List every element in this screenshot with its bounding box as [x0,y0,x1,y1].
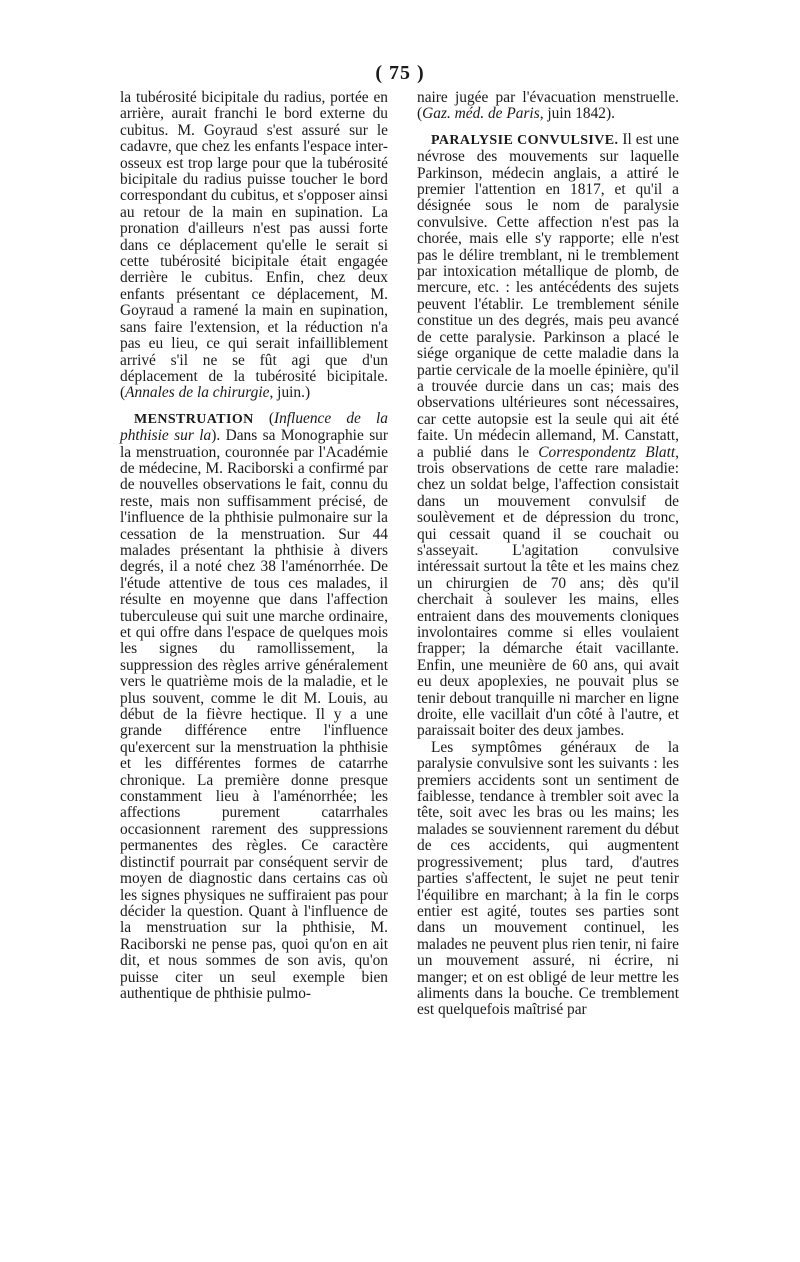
paragraph-text: naire jugée par l'évacuation menstruelle. ( [417,89,679,123]
paragraph-text: , juin.) [269,384,311,402]
paragraph-paralysie [417,132,679,740]
paragraph-text: , trois observations de cette rare maladie: chez un soldat belge, l'affection consistait dans un mouvement convulsif de soulèvement et de dépression du tronc, qui cessait quand il se couchait ou s'asseyait. L'agitation convulsive intéressait surtout la tête et les mains chez un chirurgien de 70 ans; dès qu'il cherchait à soulever les mains, elles entraient dans des mouvements cloniques involontaires comme si elles voulaient frapper; la démarche était vacillante. Enfin, une meunière de 60 ans, qui avait eu deux apoplexies, ne pouvait plus se tenir debout tranquille ni marcher en ligne droite, elle vacillait d'un côté à l'autre, et paraissait boiter des deux jambes. [417,443,679,740]
citation: Annales de la chirurgie [125,384,270,402]
paren: ). [211,427,221,445]
paragraph-menstruation [120,411,388,1003]
citation: Gaz. méd. de Paris [422,105,540,123]
paragraph-text: Dans sa Monographie sur la menstruation, couronnée par l'Académie de médecine, M. Raciborski a confirmé par de nouvelles observations le fait, connu du reste, mais non suffisamment précisé, de l'influence de la phthisie pulmonaire sur la cessation de la menstruation. Sur 44 malades présentant la phthisie à divers degrés, il a noté chez 38 l'aménorrhée. De l'étude attentive de tous ces malades, il résulte en moyenne que dans l'affection tuberculeuse qui suit une marche ordinaire, et qui offre dans l'espace de quelques mois les signes du ramollissement, la suppression des règles arrive généralement vers le quatrième mois de la maladie, et le plus souvent, comme le dit M. Louis, au début de la fièvre hectique. Il y a une grande différence entre l'influence qu'exercent sur la menstruation la phthisie et les différentes formes de catarrhe chronique. La première donne presque constamment lieu à l'aménorrhée; les affections purement catarrhales occasionnent rarement des suppressions permanentes des règles. Ce caractère distinctif pourrait par conséquent servir de moyen de diagnostic dans certains cas où les signes physiques ne suffiraient pas pour décider la question. Quant à l'influence de la menstruation sur la phthisie, M. Raciborski ne pense pas, quoi qu'on en ait dit, et nous sommes de son avis, qu'on puisse citer un seul exemple bien authentique de phthisie pulmo- [120,427,388,1002]
right-column [417,90,679,1019]
paragraph-text: la tubérosité bicipitale du radius, portée en arrière, aurait franchi le bord externe du cubitus. M. Goyraud s'est assuré sur le cadavre, que chez les enfants l'espace inter-osseux est trop large pour que la tubérosité bicipitale du radius puisse toucher le bord correspondant du cubitus, et s'opposer ainsi au retour de la main en supination. La pronation d'ailleurs n'est pas aussi forte dans ce déplacement qu'elle le serait si cette tubérosité bicipitale était engagée derrière le cubitus. Enfin, chez deux enfants présentant ce déplacement, M. Goyraud a ramené la main en supination, sans faire l'extension, et la réduction n'a pas eu lieu, ce qui serait infailliblement arrivé s'il ne se fût agi que d'un déplacement de la tubérosité bicipitale. ( [120,89,388,402]
paren: ( [253,409,274,427]
paragraph-symptomes: Les symptômes généraux de la paralysie convulsive sont les suivants : les premiers accidents sont un sentiment de faiblesse, tendance à trembler soit avec la tête, soit avec les bras ou les mains; les malades se souviennent rarement du début de ces accidents, qui augmentent progressivement; plus tard, d'autres parties s'affectent, le sujet ne peut tenir l'équilibre en marchant; à la fin le corps entier est agité, toutes ses parties sont dans un mouvement continuel, les malades ne peuvent plus rien tenir, ni faire un mouvement assuré, ni écrire, ni manger; et on est obligé de leur mettre les aliments dans la bouche. Ce tremblement est quelquefois maîtrisé par [417,738,679,1019]
section-heading: MENSTRUATION [134,411,254,427]
paragraph-goyraud [120,90,388,402]
section-subtitle: Influence de la phthisie sur la [120,409,388,445]
paragraph-text: , juin 1842). [539,105,615,123]
paragraph-continuation [417,90,679,123]
section-heading: PARALYSIE CONVULSIVE. [431,132,619,148]
page-number: ( 75 ) [375,62,425,84]
citation: Correspondentz Blatt [538,443,676,461]
left-column [120,90,388,1002]
paragraph-text: Il est une névrose des mouvements sur laquelle Parkinson, médecin anglais, a attiré le premier l'attention en 1817, et qu'il a désignée sous le nom de paralysie convulsive. Cette affection n'est pas la chorée, mais elle s'y rapporte; elle n'est pas le délire tremblant, ni le tremblement par intoxication métallique de plomb, de mercure, etc. : les antécédents des sujets peuvent l'établir. Le tremblement sénile constitue un des degrés, mais peu avancé de cette paralysie. Parkinson a placé le siége organique de cette maladie dans la partie cervicale de la moelle épinière, qu'il a trouvée durcie dans un cas; mais des observations ultérieures sont nécessaires, car cette autopsie est la seule qui ait été faite. Un médecin allemand, M. Canstatt, a publié dans le [417,130,679,461]
